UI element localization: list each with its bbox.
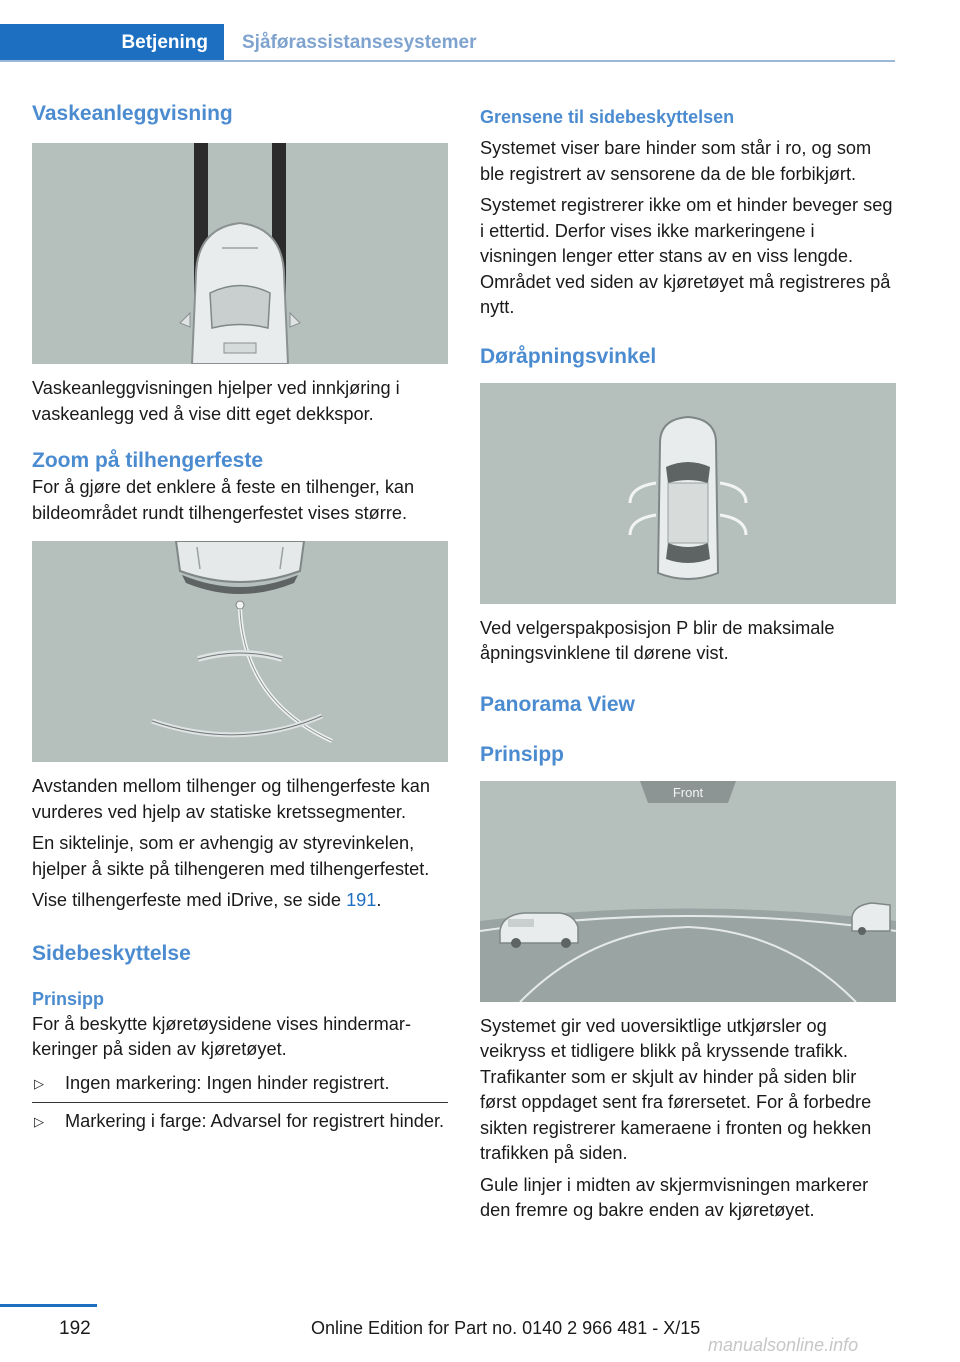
heading-principle: Prinsipp (480, 742, 565, 766)
page-number: 192 (59, 1318, 91, 1339)
heading-zoom-hitch: Zoom på tilhengerfeste (32, 449, 264, 472)
left-column (32, 100, 448, 1135)
text-show-hitch (32, 888, 448, 914)
text-zoom-hitch: For å gjøre det enklere å feste en tilhenger, kan bildeområdet rundt tilhengerfestet vises større. (32, 477, 415, 523)
triangle-bullet-icon: ▷ (34, 1114, 44, 1129)
tab-sjaforassistansesystemer[interactable]: Sjåførassistansesystemer (242, 32, 477, 53)
text-panorama-1: Systemet gir ved uoversiktlige utkjørsler og veikryss et tidligere blikk på kryssende trafikk. Trafikanter som er skjult av hinder på siden blir først oppdaget sent fra førersetet. For å forbedre sikten registrerer kameraene i fronten og hekken trafikken på siden. (480, 1015, 872, 1163)
list-item (32, 1109, 448, 1135)
header-divider (0, 60, 895, 62)
figure-door-angle (480, 383, 896, 604)
watermark: manualsonline.info (708, 1335, 859, 1355)
tab-betjening[interactable]: Betjening (0, 24, 224, 61)
heading-side-protection-limits: Grensene til sidebeskyttelsen (480, 107, 735, 127)
right-column (480, 104, 896, 1224)
wash-view-illustration (32, 143, 448, 364)
text-panorama-2: Gule linjer i midten av skjermvisningen markerer den fremre og bakre enden av kjøretøyet. (480, 1174, 869, 1220)
triangle-bullet-icon: ▷ (34, 1075, 44, 1091)
figure-wash-view (32, 143, 448, 364)
list-item-text: Markering i farge: Advarsel for registrert hinder. (65, 1111, 445, 1131)
text-distance: Avstanden mellom tilhenger og tilhengerfeste kan vurderes ved hjelp av statiske kretssegmenter. (32, 776, 431, 822)
text-limits-2: Systemet registrerer ikke om et hinder beveger seg i ettertid. Derfor vises ikke markeringene i visningen lenger etter stans av en viss lengde. Området ved siden av kjøretøyet må registreres på nytt. (480, 195, 893, 317)
footer-accent-bar (0, 1304, 97, 1307)
list-divider (32, 1102, 448, 1103)
figure-panorama-view (480, 781, 896, 1002)
text-show-hitch-suffix: . (376, 890, 382, 910)
list-item (32, 1071, 448, 1097)
front-label: Front (672, 784, 704, 800)
hitch-view-illustration (32, 541, 448, 762)
text-side-protection: For å beskytte kjøretøysidene vises hindermarkeringer på siden av kjøretøyet. (32, 1013, 412, 1059)
heading-side-protection: Sidebeskyttelse (32, 941, 191, 965)
heading-panorama-view: Panorama View (480, 692, 635, 716)
panorama-view-illustration (480, 781, 896, 1002)
list-item-text: Ingen markering: Ingen hinder registrert. (65, 1072, 390, 1093)
heading-wash-view: Vaskeanleggvisning (32, 102, 233, 125)
heading-side-principle: Prinsipp (32, 988, 105, 1009)
heading-door-angle: Døråpningsvinkel (480, 344, 657, 368)
page-link-191[interactable]: 191 (346, 890, 377, 910)
text-sight-line: En siktelinje, som er avhengig av styrevinkelen, hjelper å sikte på tilhengeren med tilhengerfestet. (32, 833, 430, 879)
edition-text: Online Edition for Part no. 0140 2 966 481 - X/15 (311, 1318, 701, 1338)
figure-zoom-hitch (32, 541, 448, 762)
text-door-angle: Ved velgerspakposisjon P blir de maksimale åpningsvinklene til dørene vist. (480, 617, 835, 663)
text-wash-view: Vaskeanleggvisningen hjelper ved innkjøring i vaskeanlegg ved å vise ditt eget dekkspor. (32, 378, 400, 424)
door-angle-illustration (480, 383, 896, 604)
text-limits-1: Systemet viser bare hinder som står i ro, og som ble registrert av sensorene da de ble forbikjørt. (480, 138, 872, 184)
text-show-hitch-prefix: Vise tilhengerfeste med iDrive, se side (32, 890, 347, 910)
side-protection-list (32, 1071, 448, 1135)
